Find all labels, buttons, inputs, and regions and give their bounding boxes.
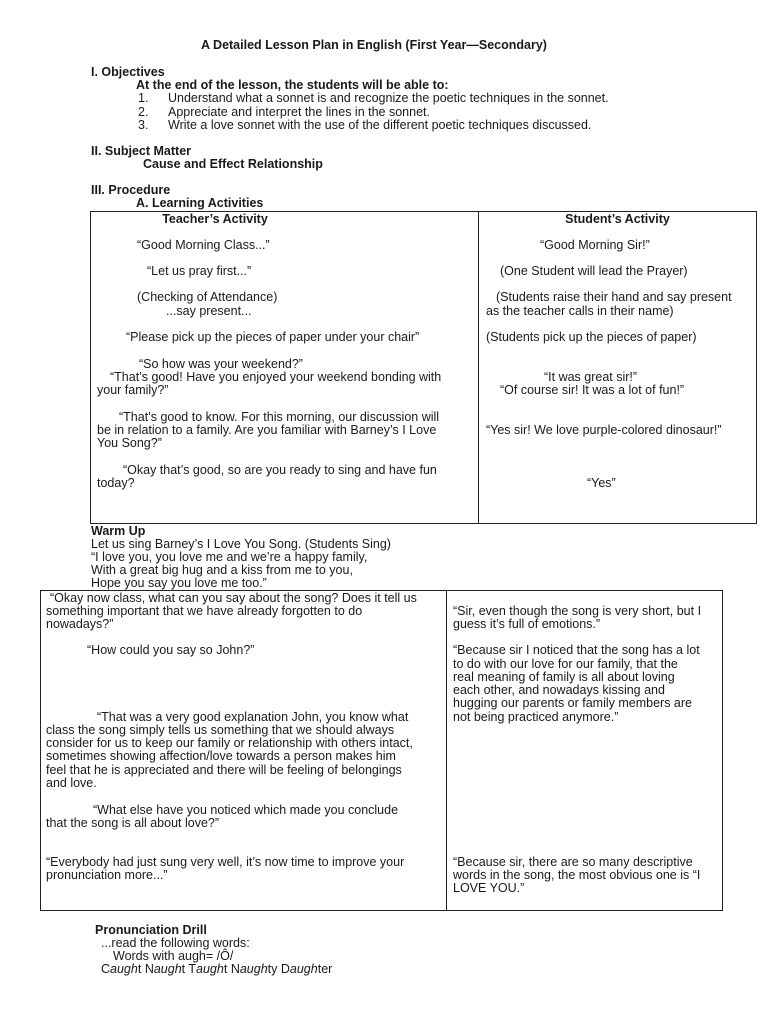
procedure-heading: III. Procedure <box>91 183 171 197</box>
teacher-line: that the song is all about love?” <box>46 816 220 830</box>
teacher-line: (Checking of Attendance) <box>137 290 278 304</box>
procedure-subheading: A. Learning Activities <box>136 196 264 210</box>
student-line: as the teacher calls in their name) <box>486 304 674 318</box>
teacher-line: You Song?” <box>97 436 162 450</box>
student-activity-header: Student’s Activity <box>565 212 670 226</box>
teacher-line: “Good Morning Class...” <box>137 238 270 252</box>
warmup-line: Let us sing Barney’s I Love You Song. (Students Sing) <box>91 537 391 551</box>
teacher-line: “Everybody had just sung very well, it’s now time to improve your <box>46 855 405 869</box>
teacher-line: feel that he is appreciated and there will be feeling of belongings <box>46 763 402 777</box>
student-line: hugging our parents or family members are <box>453 696 693 710</box>
objective-number: 2. <box>138 105 149 119</box>
student-line: LOVE YOU.” <box>453 881 525 895</box>
teacher-line: “That was a very good explanation John, you know what <box>97 710 409 724</box>
warmup-line: With a great big hug and a kiss from me to you, <box>91 563 353 577</box>
warmup-line: Hope you say you love me too.” <box>91 576 267 590</box>
student-line: (Students raise their hand and say present <box>496 290 732 304</box>
objectives-heading: I. Objectives <box>91 65 165 79</box>
student-line: guess it’s full of emotions.” <box>453 617 601 631</box>
teacher-line: “Let us pray first...” <box>147 264 252 278</box>
student-line: “It was great sir!” <box>544 370 638 384</box>
warmup-line: “I love you, you love me and we’re a happy family, <box>91 550 368 564</box>
teacher-line: sometimes showing affection/love towards a person makes him <box>46 749 396 763</box>
student-line: each other, and nowadays kissing and <box>453 683 665 697</box>
objective-number: 1. <box>138 91 149 105</box>
student-line: “Yes sir! We love purple-colored dinosaur!” <box>486 423 722 437</box>
drill-instruction: ...read the following words: <box>101 936 250 950</box>
drill-word: Caught <box>101 962 142 976</box>
student-line: to do with our love for our family, that the <box>453 657 678 671</box>
warmup-heading: Warm Up <box>91 524 146 538</box>
teacher-line: today? <box>97 476 135 490</box>
teacher-activity-header: Teacher’s Activity <box>162 212 268 226</box>
teacher-line: ...say present... <box>166 304 252 318</box>
teacher-line: be in relation to a family. Are you familiar with Barney’s I Love <box>97 423 437 437</box>
student-line: “Of course sir! It was a lot of fun!” <box>500 383 685 397</box>
teacher-line: “How could you say so John?” <box>87 643 255 657</box>
teacher-line: “What else have you noticed which made you conclude <box>93 803 399 817</box>
teacher-line: “That’s good! Have you enjoyed your weekend bonding with <box>110 370 442 384</box>
teacher-line: something important that we have already forgotten to do <box>46 604 363 618</box>
table-divider <box>446 590 447 911</box>
teacher-line: “So how was your weekend?” <box>139 357 303 371</box>
teacher-line: nowadays?” <box>46 617 114 631</box>
drill-word: Taught <box>188 962 228 976</box>
objective-item: Understand what a sonnet is and recognize the poetic techniques in the sonnet. <box>168 91 609 105</box>
objectives-intro: At the end of the lesson, the students will be able to: <box>136 78 449 92</box>
subject-matter-topic: Cause and Effect Relationship <box>143 157 323 171</box>
student-line: not being practiced anymore.” <box>453 710 619 724</box>
student-line: “Good Morning Sir!” <box>540 238 650 252</box>
drill-word: Naughty <box>230 962 278 976</box>
document-title: A Detailed Lesson Plan in English (First Year—Secondary) <box>201 38 547 52</box>
teacher-line: “Please pick up the pieces of paper under your chair” <box>126 330 420 344</box>
student-line: “Sir, even though the song is very short, but I <box>453 604 702 618</box>
teacher-line: and love. <box>46 776 97 790</box>
student-line: (One Student will lead the Prayer) <box>500 264 688 278</box>
teacher-line: class the song simply tells us something that we should always <box>46 723 395 737</box>
student-line: words in the song, the most obvious one is “I <box>453 868 701 882</box>
pronunciation-drill-heading: Pronunciation Drill <box>95 923 207 937</box>
drill-word: Naught <box>144 962 186 976</box>
student-line: (Students pick up the pieces of paper) <box>486 330 697 344</box>
teacher-line: “Okay now class, what can you say about the song? Does it tell us <box>50 591 417 605</box>
teacher-line: “Okay that’s good, so are you ready to sing and have fun <box>123 463 437 477</box>
table-divider <box>478 211 479 524</box>
objective-item: Appreciate and interpret the lines in the sonnet. <box>168 105 430 119</box>
teacher-line: your family?” <box>97 383 169 397</box>
student-line: real meaning of family is all about loving <box>453 670 675 684</box>
teacher-line: consider for us to keep our family or relationship with others intact, <box>46 736 413 750</box>
teacher-line: pronunciation more...” <box>46 868 168 882</box>
subject-matter-heading: II. Subject Matter <box>91 144 192 158</box>
drill-rule: Words with augh= /Ô/ <box>113 949 234 963</box>
drill-word: Daughter <box>280 962 333 976</box>
objective-item: Write a love sonnet with the use of the different poetic techniques discussed. <box>168 118 592 132</box>
drill-word-list <box>101 963 332 977</box>
objective-number: 3. <box>138 118 149 132</box>
student-line: “Yes” <box>587 476 616 490</box>
student-line: “Because sir I noticed that the song has a lot <box>453 643 700 657</box>
teacher-line: “That’s good to know. For this morning, our discussion will <box>119 410 440 424</box>
student-line: “Because sir, there are so many descriptive <box>453 855 693 869</box>
